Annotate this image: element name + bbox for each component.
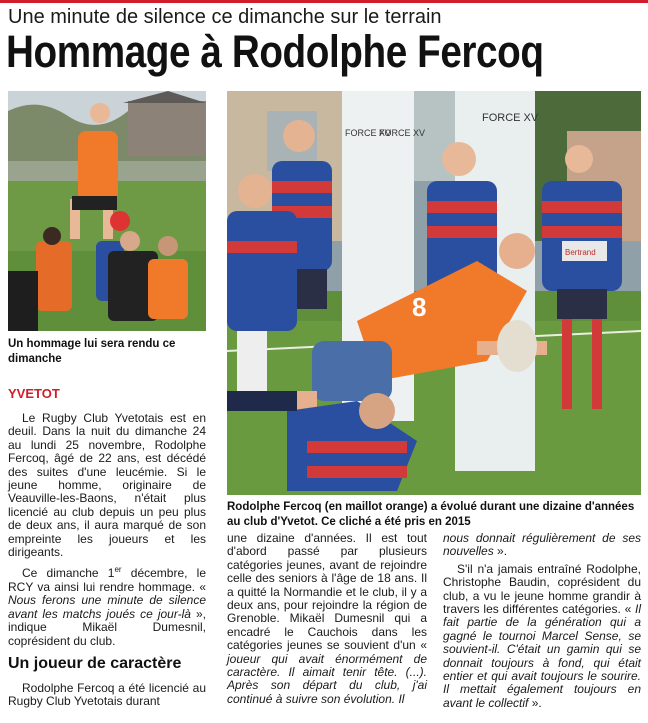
paragraph: S'il n'a jamais entraîné Rodolphe, Christophe Baudin, coprésident du club, a vu le jeune homme grandir à travers les différentes catégories. « Il fait partie de la génération qui a gagné le tournoi Marcel Sense, se souvient-il. C'était un gamin qui se donnait toujours à fond, qui était entier et qui avait toujours le sourire. Il mettait également toujours en avant le collectif ». <box>443 561 641 710</box>
jersey-number: 8 <box>412 292 427 322</box>
post-label-2: FORCE XV <box>379 128 426 138</box>
top-rule <box>0 0 648 3</box>
article-column-1-continued <box>8 682 206 709</box>
paragraph: une dizaine d'années. Il est tout d'abord passé par plusieurs catégories jeunes, avant de rejoindre celle des seniors à l'âge de 18 ans. Il a quitté la Normandie et le club, il y a deux ans, pour rejoindre la région de Grenoble. Mikaël Dumesnil qui a encadré le Cauchois dans les catégories jeunes se souvient d'un « joueur qui avait énormément de caractère. Il aimait tenir tête. (...). Après son départ du club, j'ai continué à suivre son évolution. Il <box>227 531 427 706</box>
paragraph: nous donnait régulièrement de ses nouvelles ». <box>443 531 641 559</box>
photo-left-caption: Un hommage lui sera rendu ce dimanche <box>8 338 176 365</box>
kicker: Une minute de silence ce dimanche sur le terrain <box>8 6 442 28</box>
post-label-1: FORCE XV <box>345 128 392 138</box>
photo-main-caption: Rodolphe Fercoq (en maillot orange) a évolué durant une dizaine d'années au club d'Yvetot. Ce cliché a été pris en 2015 <box>227 501 635 528</box>
article-column-2 <box>227 532 427 706</box>
article-column-3 <box>443 532 641 710</box>
headline: Hommage à Rodolphe Fercoq <box>6 26 544 77</box>
paragraph: Ce dimanche 1er décembre, le RCY va ainsi lui rendre hommage. « Nous ferons une minute de silence avant les matchs joués ce jour-là », indique Mikaël Dumesnil, coprésident du club. <box>8 565 207 648</box>
sponsor-label: Bertrand <box>565 248 596 257</box>
photo-left <box>8 91 206 331</box>
photo-main <box>227 91 641 495</box>
paragraph: Le Rugby Club Yvetotais est en deuil. Dans la nuit du dimanche 24 au lundi 25 novembre, Rodolphe Fercoq, âgé de 22 ans, est décédé des suites d'une leucémie. Si le jeune homme, originaire de Veauville-les-Baons, n'était plus licencié au club depuis un peu plus de deux ans, il aura marqué de son empreinte les joueurs et les dirigeants. <box>8 411 206 560</box>
subheading: Un joueur de caractère <box>8 655 182 672</box>
dateline: YVETOT <box>8 386 60 401</box>
post-label-3: FORCE XV <box>482 112 539 124</box>
paragraph: Rodolphe Fercoq a été licencié au Rugby Club Yvetotais durant <box>8 681 206 709</box>
article-column-1 <box>8 412 206 648</box>
